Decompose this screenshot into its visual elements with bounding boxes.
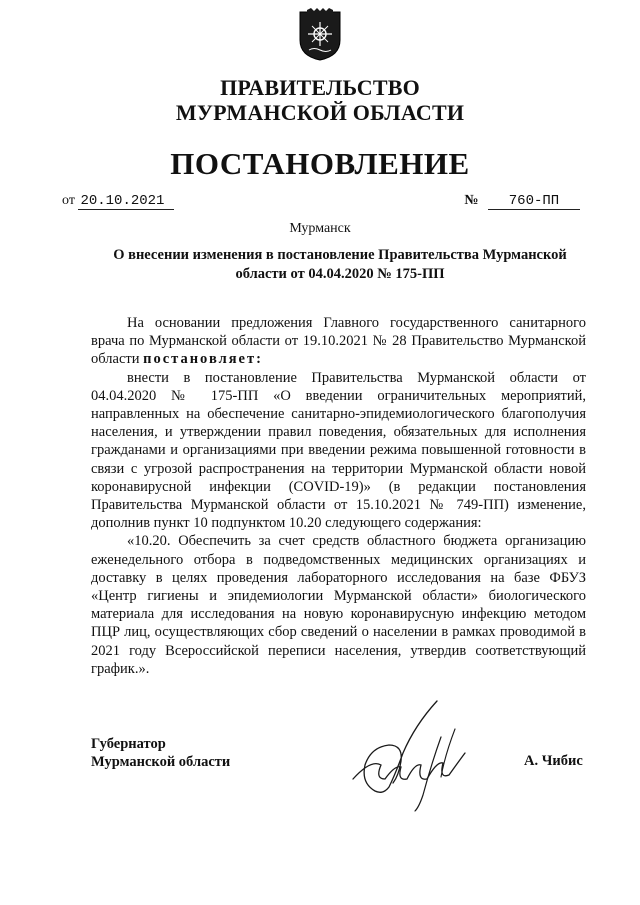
paragraph-basis [91, 314, 586, 369]
paragraph-basis-text: На основании предложения Главного государственного санитарного врача по Мурманской области от 19.10.2021 № 28 Правительство Мурманской области [91, 315, 586, 368]
signatory-role [91, 735, 230, 771]
org-title-line1: ПРАВИТЕЛЬСТВО [220, 75, 420, 100]
resolves-word: постановляет: [143, 351, 263, 368]
document-body [91, 314, 586, 678]
date-value: 20.10.2021 [78, 193, 174, 210]
org-title-line2: МУРМАНСКОЙ ОБЛАСТИ [175, 100, 465, 125]
number-sign: № [464, 193, 479, 208]
signatory-name: А. Чибис [524, 753, 583, 769]
paragraph-new-clause: «10.20. Обеспечить за счет средств областного бюджета организацию еженедельного отбора в подведомственных медицинских организациях и доставку в целях проведения лабораторного исследования на базе ФБУЗ «Центр гигиены и эпидемиологии Мурманской области» биологического материала для исследования на новую коронавирусную инфекцию методом ПЦР лиц, осуществляющих сбор сведений о населении в рамках проводимой в 2021 году Всероссийской переписи населения, утвердив соответствующий график.». [91, 533, 586, 677]
signatory-role-line2: Мурманской области [91, 754, 231, 770]
coat-of-arms-icon [297, 8, 343, 62]
city: Мурманск [289, 221, 351, 236]
handwritten-signature [345, 695, 475, 815]
signatory-role-line1: Губернатор [91, 736, 166, 752]
document-meta [62, 193, 580, 217]
document-subject: О внесении изменения в постановление Правительства Мурманской области от 04.04.2020 № 175-ПП [113, 247, 567, 282]
number-field [464, 193, 580, 210]
paragraph-amendment: внести в постановление Правительства Мурманской области от 04.04.2020 № 175-ПП «О введении ограничительных мероприятий, направленных на обеспечение санитарно-эпидемиологического благополучия населения, и утверждении правил поведения, обязательных для исполнения гражданами и организациями при введении режима повышенной готовности в связи с угрозой распространения на территории Мурманской области новой коронавирусной инфекции (COVID-19)» (в редакции постановления Правительства Мурманской области от 15.10.2021 № 749-ПП) изменение, дополнив пункт 10 подпунктом 10.20 следующего содержания: [91, 369, 586, 532]
date-prefix: от [62, 193, 75, 208]
date-field [62, 193, 174, 210]
number-value: 760-ПП [488, 193, 580, 210]
document-type: ПОСТАНОВЛЕНИЕ [170, 146, 470, 181]
